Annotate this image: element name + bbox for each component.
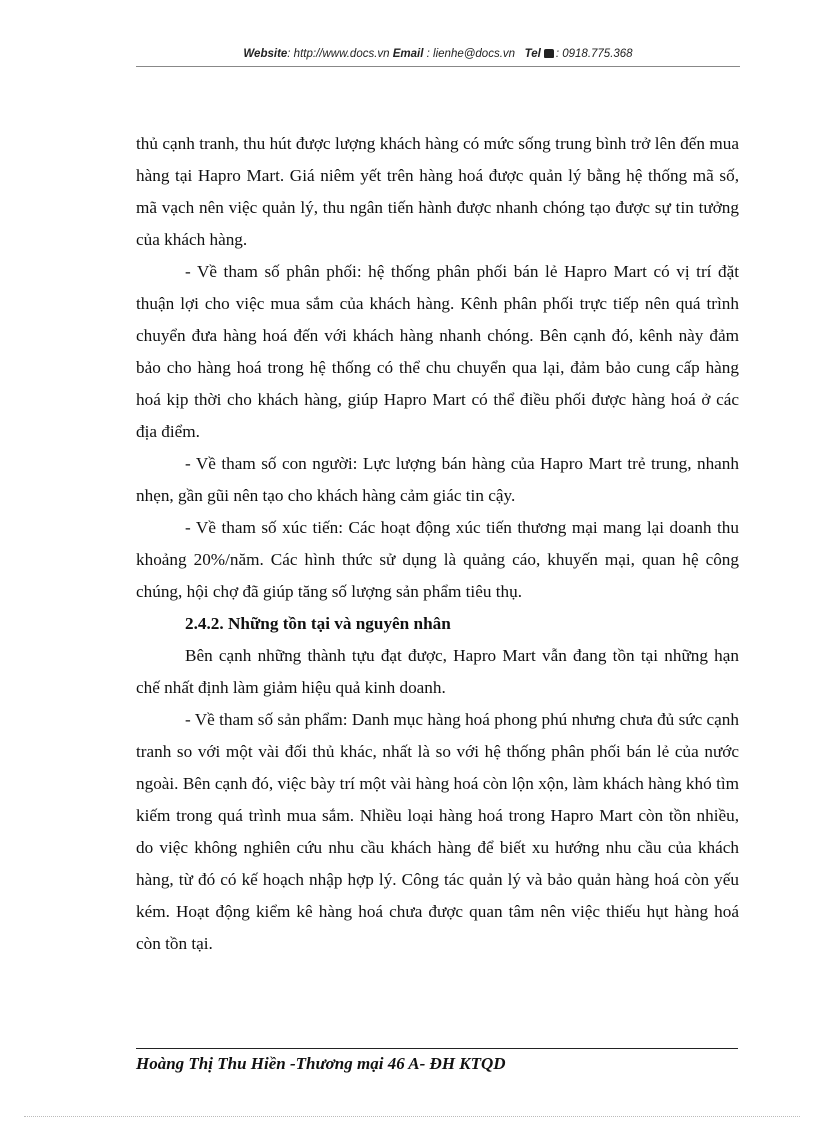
page-edge-dots bbox=[24, 1116, 800, 1117]
header-divider bbox=[136, 66, 740, 67]
phone-icon bbox=[544, 49, 554, 58]
document-body bbox=[136, 128, 739, 960]
paragraph-4: - Về tham số xúc tiến: Các hoạt động xúc tiến thương mại mang lại doanh thu khoảng 20%/năm. Các hình thức sử dụng là quảng cáo, khuyến mại, quan hệ công chúng, hội chợ đã giúp tăng số lượng sản phẩm tiêu thụ. bbox=[136, 518, 739, 601]
paragraph-5: Bên cạnh những thành tựu đạt được, Hapro Mart vẫn đang tồn tại những hạn chế nhất định làm giảm hiệu quả kinh doanh. bbox=[136, 646, 739, 697]
email-label: Email bbox=[392, 48, 424, 60]
tel-label: Tel bbox=[524, 48, 541, 60]
paragraph-6: - Về tham số sản phẩm: Danh mục hàng hoá phong phú nhưng chưa đủ sức cạnh tranh so với một vài đối thủ khác, nhất là so với hệ thống phân phối bán lẻ của nước ngoài. Bên cạnh đó, việc bày trí một vài hàng hoá còn lộn xộn, làm khách hàng khó tìm kiếm trong quá trình mua sắm. Nhiều loại hàng hoá trong Hapro Mart còn tồn nhiều, do việc không nghiên cứu nhu cầu khách hàng để biết xu hướng nhu cầu của khách hàng, từ đó có kế hoạch nhập hợp lý. Công tác quản lý và bảo quản hàng hoá còn yếu kém. Hoạt động kiểm kê hàng hoá chưa được quan tâm nên việc thiếu hụt hàng hoá còn tồn tại. bbox=[136, 710, 739, 953]
tel-value: : 0918.775.368 bbox=[555, 48, 633, 60]
email-value: : lienhe@docs.vn bbox=[426, 48, 516, 60]
page-footer: Hoàng Thị Thu Hiền -Thương mại 46 A- ĐH KTQD bbox=[136, 1054, 506, 1073]
website-label: Website bbox=[243, 48, 288, 60]
website-value: : http://www.docs.vn bbox=[287, 48, 390, 60]
paragraph-2: - Về tham số phân phối: hệ thống phân phối bán lẻ Hapro Mart có vị trí đặt thuận lợi cho việc mua sắm của khách hàng. Kênh phân phối trực tiếp nên quá trình chuyển đưa hàng hoá đến với khách hàng nhanh chóng. Bên cạnh đó, kênh này đảm bảo cho hàng hoá trong hệ thống có thể chu chuyển qua lại, đảm bảo cung cấp hàng hoá kịp thời cho khách hàng, giúp Hapro Mart có thể điều phối được hàng hoá ở các địa điểm. bbox=[136, 262, 739, 441]
paragraph-1: thủ cạnh tranh, thu hút được lượng khách hàng có mức sống trung bình trở lên đến mua hàng tại Hapro Mart. Giá niêm yết trên hàng hoá được quản lý bằng hệ thống mã số, mã vạch nên việc quản lý, thu ngân tiến hành được nhanh chóng tạo được sự tin tưởng của khách hàng. bbox=[136, 134, 739, 249]
footer-divider bbox=[136, 1048, 738, 1049]
section-heading: 2.4.2. Những tồn tại và nguyên nhân bbox=[185, 614, 451, 633]
page-header bbox=[136, 48, 740, 60]
paragraph-3: - Về tham số con người: Lực lượng bán hàng của Hapro Mart trẻ trung, nhanh nhẹn, gần gũi nên tạo cho khách hàng cảm giác tin cậy. bbox=[136, 454, 739, 505]
